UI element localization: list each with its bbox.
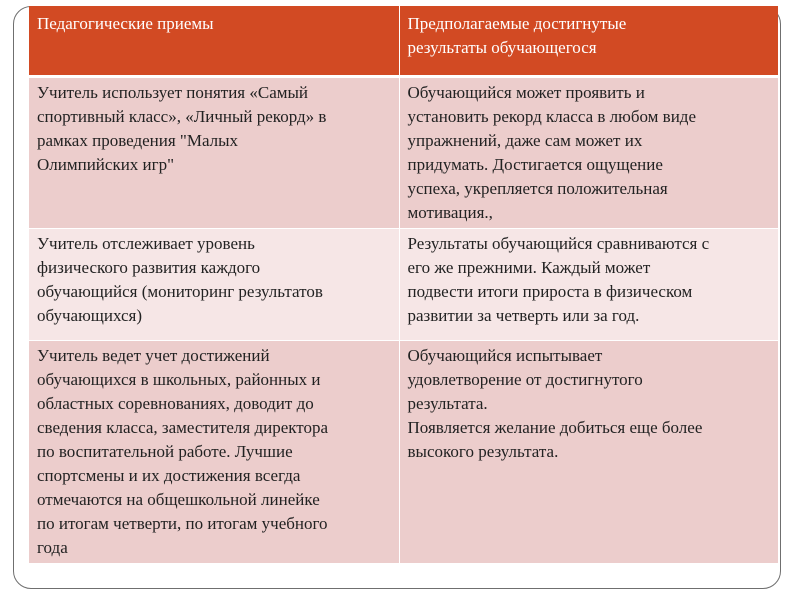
- table-row: [29, 76, 778, 228]
- header-methods-label: Педагогические приемы: [37, 14, 214, 33]
- cell-text: Учитель ведет учет достижений обучающихся в школьных, районных и областных соревнованиях, доводит до сведения класса, заместителя директора по воспитательной работе. Лучшие спортсмены и их достижения всегда отмечаются на общешкольной линейке по итогам четверти, по итогам учебного года: [37, 345, 329, 557]
- table-cell-result: [399, 76, 778, 228]
- cell-text: Обучающийся испытывает удовлетворение от достигнутого результата. Появляется желание добиться еще более высокого результата.: [407, 345, 703, 461]
- table-cell-result: [399, 228, 778, 340]
- table-cell-method: [29, 340, 399, 563]
- table-cell-method: [29, 228, 399, 340]
- cell-text: Результаты обучающийся сравниваются с его же прежними. Каждый может подвести итоги прироста в физическом развитии за четверть или за год.: [407, 233, 710, 325]
- header-results-label: Предполагаемые достигнутые результаты обучающегося: [407, 14, 627, 57]
- cell-text: Обучающийся может проявить и установить рекорд класса в любом виде упражнений, даже сам может их придумать. Достигается ощущение успеха, укрепляется положительная мотивация.,: [407, 82, 696, 222]
- table-cell-method: [29, 76, 399, 228]
- table-cell-result: [399, 340, 778, 563]
- table-row: [29, 340, 778, 563]
- header-methods: [29, 6, 399, 76]
- cell-text: Учитель отслеживает уровень физического развития каждого обучающийся (мониторинг результатов обучающихся): [37, 233, 323, 325]
- table-header-row: [29, 6, 778, 76]
- table-row: [29, 228, 778, 340]
- header-results: [399, 6, 778, 76]
- methods-results-table: [29, 6, 778, 564]
- cell-text: Учитель использует понятия «Самый спортивный класс», «Личный рекорд» в рамках проведения "Малых Олимпийских игр": [37, 82, 327, 174]
